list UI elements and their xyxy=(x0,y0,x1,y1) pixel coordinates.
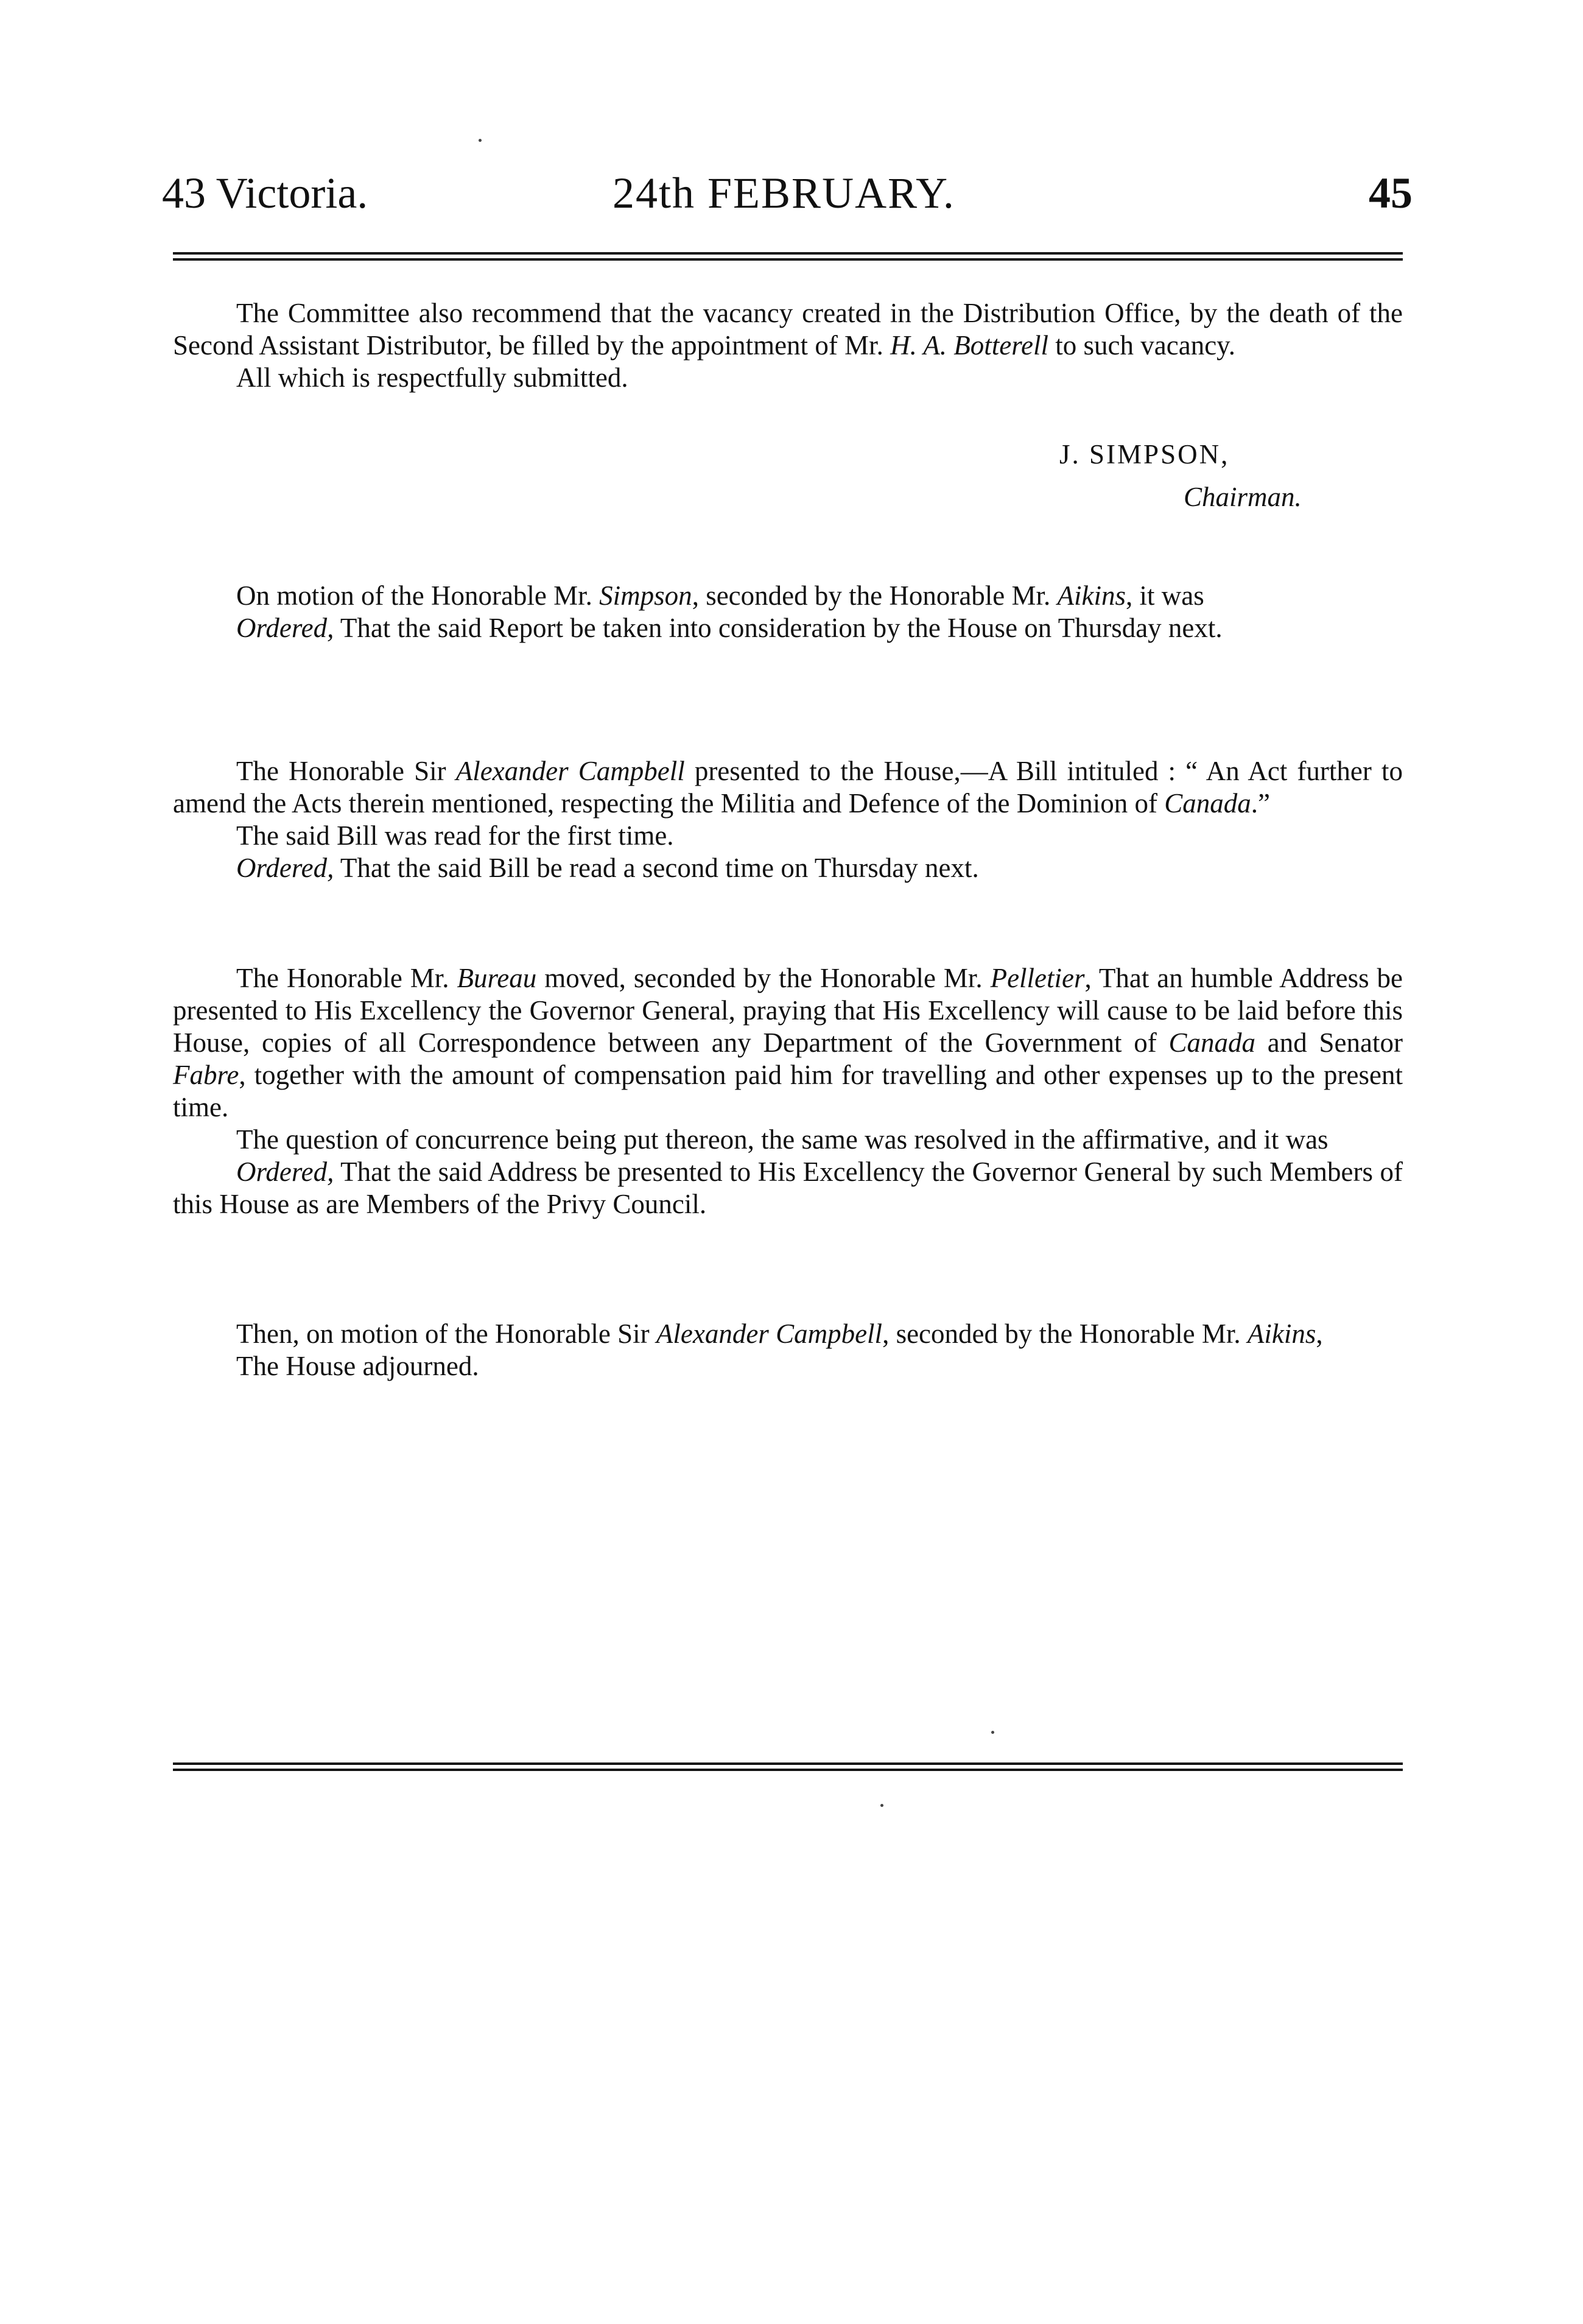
motion-mover: Simpson xyxy=(599,580,692,611)
adjourn-seconder: Aikins xyxy=(1247,1319,1316,1349)
committee-closing: All which is respectfully submitted. xyxy=(236,362,628,393)
bill-paragraph xyxy=(173,755,1403,884)
header-date: 24th FEBRUARY. xyxy=(612,169,955,217)
motion-report-text: On motion of the Honorable Mr. Simpson, seconded by the Honorable Mr. Aikins, it was xyxy=(236,580,1204,611)
page-number: 45 xyxy=(1369,169,1413,217)
bill-presenter: Alexander Campbell xyxy=(455,756,685,786)
adjourn-paragraph xyxy=(173,1318,1403,1382)
address-motion-text: The Honorable Mr. Bureau moved, seconded by the Honorable Mr. Pelletier, That an humble Address be presented to His Excellency the Governor General, praying that His Excellency will cause to be laid before this House, copies of all Correspondence between any Department of the Government of Canada and Senator Fabre, together with the amount of compensation paid him for travelling and other expenses up to the present time. xyxy=(173,963,1403,1122)
bill-text: The Honorable Sir Alexander Campbell presented to the House,—A Bill intituled : “ An Act further to amend the Acts therein mentioned, respecting the Militia and Defence of the Dominion of Canada.” xyxy=(173,756,1403,819)
signature-title: Chairman. xyxy=(1184,482,1302,512)
senator-name: Fabre xyxy=(173,1060,239,1090)
adjourn-text: Then, on motion of the Honorable Sir Alexander Campbell, seconded by the Honorable Mr. Aikins, xyxy=(236,1319,1323,1349)
scan-speck xyxy=(479,139,482,142)
committee-text: The Committee also recommend that the vacancy created in the Distribution Office, by the death of the Second Assistant Distributor, be filled by the appointment of Mr. H. A. Botterell to such vacancy. xyxy=(173,298,1403,361)
appointee-name: H. A. Botterell xyxy=(890,330,1049,361)
page-header xyxy=(162,160,1413,227)
bill-first-reading: The said Bill was read for the first time. xyxy=(236,820,674,851)
adjourn-closing: The House adjourned. xyxy=(236,1351,479,1381)
address-seconder: Pelletier xyxy=(990,963,1085,993)
address-question: The question of concurrence being put thereon, the same was resolved in the affirmative, and it was xyxy=(236,1124,1329,1155)
adjourn-mover: Alexander Campbell xyxy=(656,1319,883,1349)
address-motion-paragraph xyxy=(173,962,1403,1220)
address-mover: Bureau xyxy=(457,963,537,993)
bill-ordered: Ordered, That the said Bill be read a second time on Thursday next. xyxy=(236,853,979,883)
signature-name: J. SIMPSON, xyxy=(1059,439,1230,470)
scan-speck xyxy=(880,1804,883,1807)
motion-seconder: Aikins xyxy=(1057,580,1126,611)
motion-report-paragraph xyxy=(173,580,1403,644)
footer-rule xyxy=(173,1762,1403,1771)
scan-speck xyxy=(991,1731,994,1734)
header-session: 43 Victoria. xyxy=(162,169,368,217)
motion-report-ordered: Ordered, That the said Report be taken into consideration by the House on Thursday next. xyxy=(236,613,1223,643)
header-rule xyxy=(173,252,1403,261)
committee-paragraph xyxy=(173,297,1403,394)
address-ordered: Ordered, That the said Address be presented to His Excellency the Governor General by such Members of this House as are Members of the Privy Council. xyxy=(173,1157,1403,1219)
